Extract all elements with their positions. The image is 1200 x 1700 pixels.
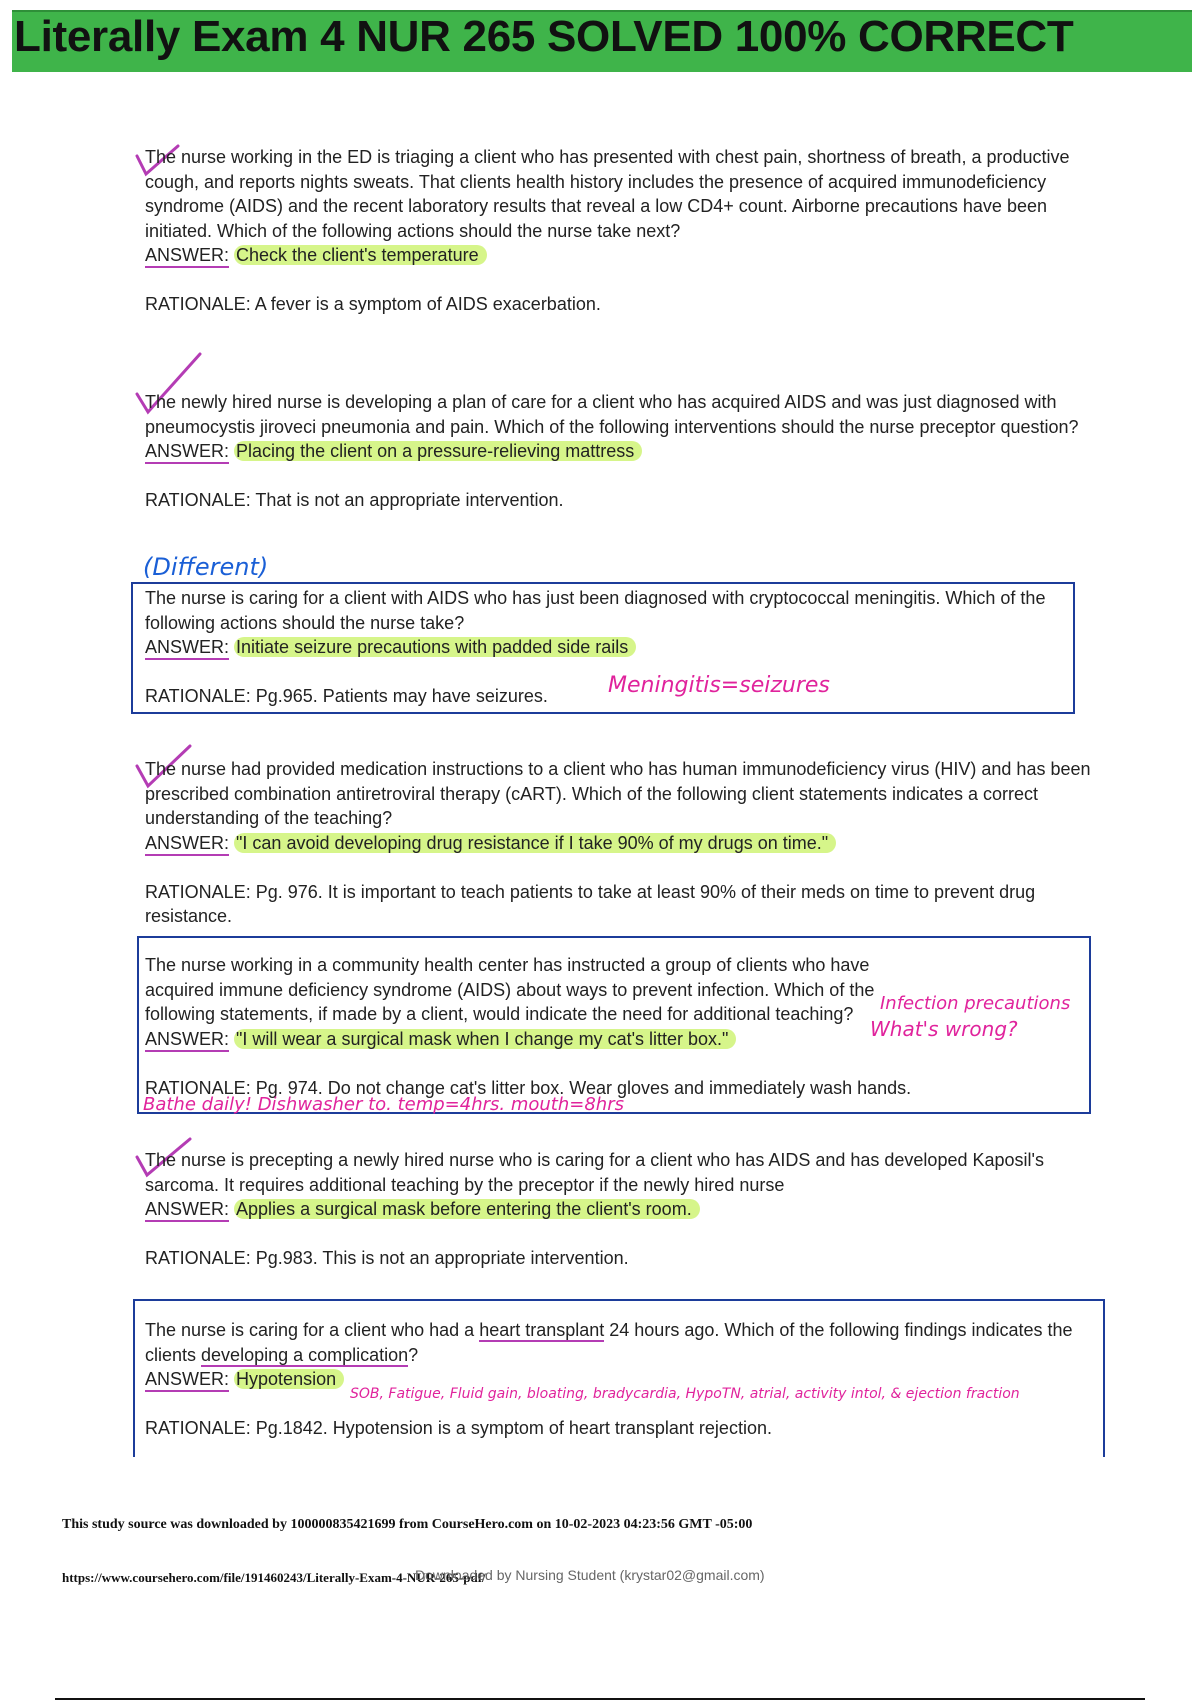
download-notice: This study source was downloaded by 100000835421699 from CourseHero.com on 10-02-2023 04:23:56 GMT -05:00	[62, 1517, 753, 1532]
answer-text: "I can avoid developing drug resistance if I take 90% of my drugs on time."	[234, 833, 836, 853]
answer-text: Applies a surgical mask before entering the client's room.	[234, 1199, 700, 1219]
answer-text: Check the client's temperature	[234, 245, 487, 265]
answer-label: ANSWER:	[145, 244, 229, 268]
question-stem: The newly hired nurse is developing a plan of care for a client who has acquired AIDS and was just diagnosed with pneumocystis jiroveci pneumonia and pain. Which of the following interventions should the nurse preceptor question?	[145, 392, 1079, 437]
question-1	[145, 145, 1095, 317]
answer-row	[145, 439, 1095, 464]
handwritten-note-different: (Different)	[143, 553, 269, 581]
source-url: https://www.coursehero.com/file/191460243/Literally-Exam-4-NUR-265-pdf/	[62, 1570, 486, 1585]
answer-label: ANSWER:	[145, 1368, 229, 1392]
handwritten-note-whats-wrong: What's wrong?	[870, 1017, 1018, 1041]
question-stem: The nurse working in the ED is triaging a client who has presented with chest pain, shortness of breath, a productive cough, and reports nights sweats. That clients health history includes the presence of acquired immunodeficiency syndrome (AIDS) and the recent laboratory results that reveal a low CD4+ count. Airborne precautions have been initiated. Which of the following actions should the nurse take next?	[145, 147, 1070, 241]
answer-label: ANSWER:	[145, 636, 229, 660]
answer-label: ANSWER:	[145, 1198, 229, 1222]
stem-underlined: heart transplant	[479, 1320, 605, 1340]
handwritten-note-bathe: Bathe daily! Dishwasher to. temp=4hrs. mouth=8hrs	[143, 1094, 624, 1115]
question-stem: The nurse had provided medication instructions to a client who has human immunodeficiency virus (HIV) and has been prescribed combination antiretroviral therapy (cART). Which of the following client statements indicates a correct understanding of the teaching?	[145, 759, 1091, 828]
question-4	[145, 757, 1095, 929]
stem-part: The nurse is caring for a client who had a	[145, 1320, 480, 1340]
stem-underlined: developing a complication	[201, 1344, 409, 1365]
answer-label: ANSWER:	[145, 440, 229, 464]
rationale-text: RATIONALE: Pg.983. This is not an appropriate intervention.	[145, 1248, 629, 1268]
answer-row	[145, 1027, 875, 1052]
answer-text: Hypotension	[234, 1369, 344, 1389]
question-stem: The nurse is precepting a newly hired nurse who is caring for a client who has AIDS and has developed Kaposil's sarcoma. It requires additional teaching by the preceptor if the newly hired nurse	[145, 1150, 1044, 1195]
question-stem: The nurse is caring for a client with AIDS who has just been diagnosed with cryptococcal meningitis. Which of the following actions should the nurse take?	[145, 588, 1046, 633]
question-5	[145, 953, 912, 1100]
rationale-text: RATIONALE: Pg. 974. Do not change cat's litter box. Wear gloves and immediately wash hands.	[145, 1077, 912, 1098]
rationale-text: RATIONALE: Pg. 976. It is important to teach patients to take at least 90% of their meds on time to prevent drug resistance.	[145, 881, 1036, 926]
answer-row	[145, 243, 1095, 268]
rationale-text: RATIONALE: Pg.1842. Hypotension is a symptom of heart transplant rejection.	[145, 1418, 772, 1438]
answer-label: ANSWER:	[145, 1028, 229, 1052]
question-6	[145, 1148, 1095, 1271]
downloaded-by: Downloaded by Nursing Student (krystar02@gmail.com)	[415, 1567, 765, 1583]
answer-label: ANSWER:	[145, 832, 229, 856]
handwritten-note-heart-findings: SOB, Fatigue, Fluid gain, bloating, bradycardia, HypoTN, atrial, activity intol, & ejection fraction	[350, 1386, 1020, 1402]
answer-text: Placing the client on a pressure-relieving mattress	[234, 441, 642, 461]
stem-part: ?	[408, 1344, 419, 1365]
answer-text: "I will wear a surgical mask when I change my cat's litter box."	[234, 1029, 736, 1049]
rationale-text: RATIONALE: That is not an appropriate intervention.	[145, 490, 564, 510]
question-stem: The nurse working in a community health center has instructed a group of clients who have acquired immune deficiency syndrome (AIDS) about ways to prevent infection. Which of the following statements, if made by a client, would indicate the need for additional teaching?	[145, 955, 875, 1024]
handwritten-note-infection-precautions: Infection precautions	[880, 993, 1071, 1014]
question-7	[145, 1318, 1095, 1441]
answer-text: Initiate seizure precautions with padded side rails	[234, 637, 636, 657]
answer-row	[145, 831, 1095, 856]
rationale-text: RATIONALE: Pg.965. Patients may have seizures.	[145, 686, 548, 706]
answer-row	[145, 1197, 1095, 1222]
rationale-text: RATIONALE: A fever is a symptom of AIDS exacerbation.	[145, 294, 601, 314]
question-stem	[145, 1318, 1095, 1367]
stem-part: 24 hours ago. Which of the following findings indicates the clients	[145, 1320, 1073, 1365]
question-2	[145, 390, 1095, 513]
document-title: Literally Exam 4 NUR 265 SOLVED 100% CORRECT	[14, 12, 1074, 61]
answer-row	[145, 635, 1095, 660]
handwritten-note-meningitis: Meningitis=seizures	[608, 673, 830, 698]
